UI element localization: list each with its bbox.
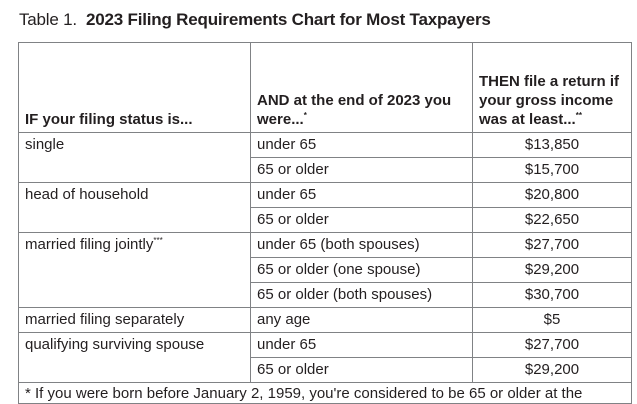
table-row	[19, 308, 632, 333]
filing-status-text: single	[25, 136, 65, 153]
filing-status-cell	[19, 183, 251, 233]
income-threshold-cell: $20,800	[473, 183, 632, 208]
header-row	[19, 43, 632, 133]
filing-status-cell	[19, 233, 251, 308]
income-threshold-cell: $29,200	[473, 258, 632, 283]
table-row	[19, 183, 632, 208]
age-cell: 65 or older	[251, 358, 473, 383]
footnote-mark: ***	[153, 236, 163, 245]
income-threshold-cell: $27,700	[473, 333, 632, 358]
filing-status-cell	[19, 133, 251, 183]
table-row	[19, 233, 632, 258]
income-threshold-cell: $13,850	[473, 133, 632, 158]
header-filing-status	[19, 43, 251, 133]
age-cell: any age	[251, 308, 473, 333]
filing-requirements-table	[18, 42, 632, 404]
table-row	[19, 133, 632, 158]
table-title	[19, 10, 491, 30]
income-threshold-cell: $15,700	[473, 158, 632, 183]
footnote-text: * If you were born before January 2, 1959, you're considered to be 65 or older at the	[19, 383, 632, 404]
header-age-text: AND at the end of 2023 you were...	[257, 92, 452, 128]
header-gross-income-text: THEN file a return if your gross income was at least...	[479, 73, 620, 128]
age-cell: under 65	[251, 183, 473, 208]
filing-status-text: qualifying surviving spouse	[25, 336, 205, 353]
age-cell: 65 or older	[251, 208, 473, 233]
income-threshold-cell: $27,700	[473, 233, 632, 258]
filing-status-cell	[19, 333, 251, 383]
table-number: Table 1.	[19, 10, 77, 29]
footnote-mark: **	[575, 111, 582, 120]
filing-status-cell	[19, 308, 251, 333]
income-threshold-cell: $30,700	[473, 283, 632, 308]
header-gross-income	[473, 43, 632, 133]
age-cell: under 65	[251, 133, 473, 158]
table-heading: 2023 Filing Requirements Chart for Most Taxpayers	[86, 10, 491, 29]
age-cell: under 65 (both spouses)	[251, 233, 473, 258]
footnote-mark: *	[303, 111, 307, 120]
age-cell: 65 or older (both spouses)	[251, 283, 473, 308]
age-cell: 65 or older	[251, 158, 473, 183]
age-cell: under 65	[251, 333, 473, 358]
header-filing-status-text: IF your filing status is...	[25, 111, 193, 128]
filing-status-text: married filing separately	[25, 311, 185, 328]
filing-status-text: married filing jointly	[25, 236, 154, 253]
header-age	[251, 43, 473, 133]
filing-status-text: head of household	[25, 186, 149, 203]
income-threshold-cell: $22,650	[473, 208, 632, 233]
income-threshold-cell: $29,200	[473, 358, 632, 383]
age-cell: 65 or older (one spouse)	[251, 258, 473, 283]
income-threshold-cell: $5	[473, 308, 632, 333]
table-row	[19, 333, 632, 358]
footnote-row	[19, 383, 632, 404]
